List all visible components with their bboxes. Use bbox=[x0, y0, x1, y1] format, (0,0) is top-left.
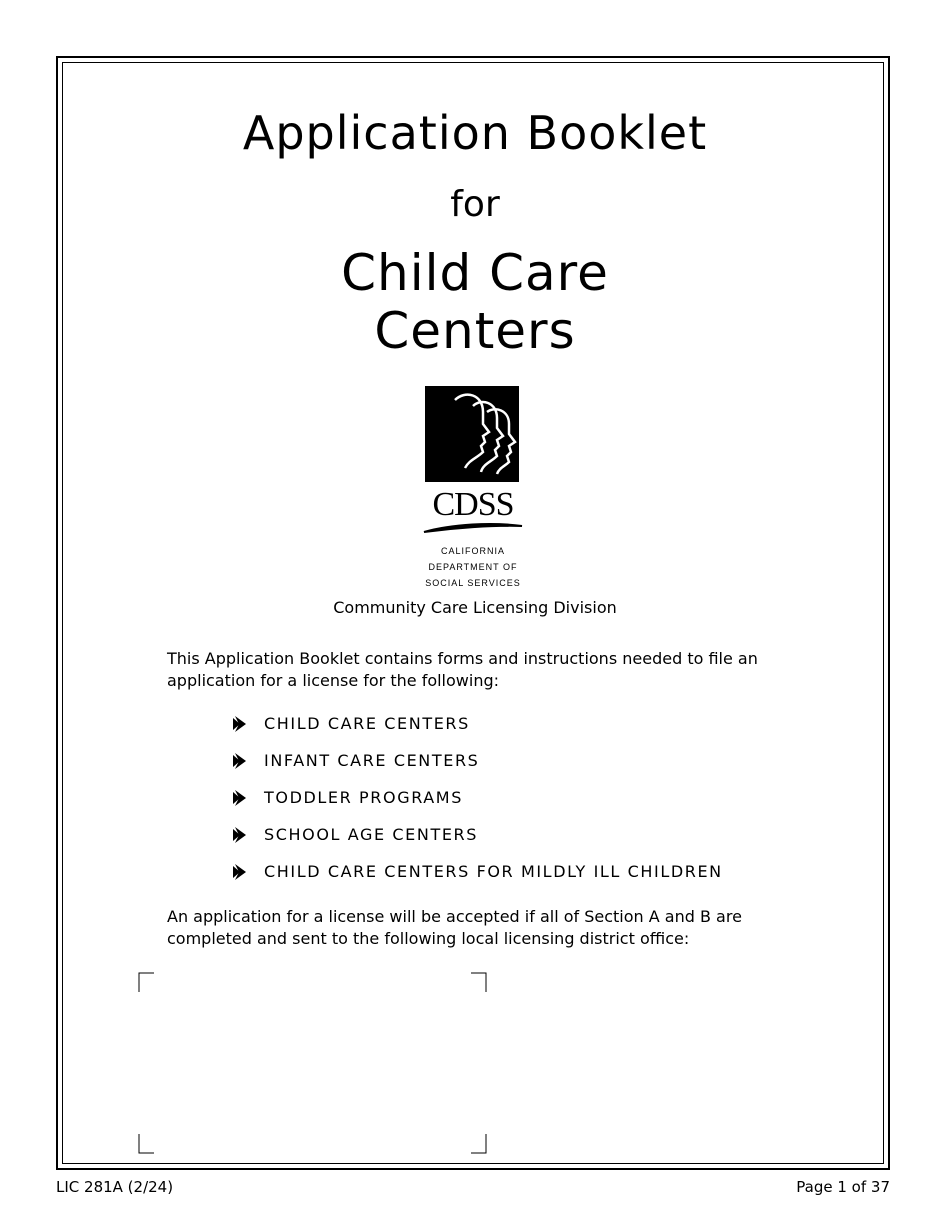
division-name: Community Care Licensing Division bbox=[333, 598, 617, 617]
bullet-arrow-icon bbox=[232, 752, 248, 770]
list-item bbox=[232, 823, 723, 860]
intro-paragraph: This Application Booklet contains forms and instructions needed to file an application for a license for the following: bbox=[167, 649, 758, 690]
title-for: for bbox=[450, 184, 500, 225]
title-application-booklet: Application Booklet bbox=[242, 106, 708, 160]
logo-line-california: CALIFORNIA bbox=[440, 546, 505, 556]
bullet-arrow-icon bbox=[232, 826, 248, 844]
profiles-icon bbox=[425, 386, 519, 482]
logo-acronym: CDSS bbox=[432, 486, 514, 523]
program-label: SCHOOL AGE CENTERS bbox=[264, 825, 479, 844]
bullet-arrow-icon bbox=[232, 863, 248, 881]
list-item bbox=[232, 712, 723, 749]
title-child-care-centers bbox=[0, 244, 950, 360]
bullet-arrow-icon bbox=[232, 715, 248, 733]
title-child-care: Child Care bbox=[341, 244, 609, 302]
page-number: Page 1 of 37 bbox=[796, 1178, 890, 1196]
address-corner-bottom-right bbox=[471, 1134, 487, 1154]
program-list bbox=[232, 712, 723, 897]
cdss-logo bbox=[418, 386, 528, 592]
address-corner-top-right bbox=[471, 972, 487, 992]
title-centers: Centers bbox=[374, 302, 576, 360]
list-item bbox=[232, 786, 723, 823]
program-label: CHILD CARE CENTERS FOR MILDLY ILL CHILDREN bbox=[264, 862, 723, 881]
program-label: INFANT CARE CENTERS bbox=[264, 751, 480, 770]
address-corner-top-left bbox=[138, 972, 154, 992]
logo-swoosh-icon bbox=[422, 520, 524, 534]
program-label: TODDLER PROGRAMS bbox=[264, 788, 463, 807]
program-label: CHILD CARE CENTERS bbox=[264, 714, 470, 733]
list-item bbox=[232, 860, 723, 897]
bullet-arrow-icon bbox=[232, 789, 248, 807]
acceptance-paragraph: An application for a license will be accepted if all of Section A and B are completed and sent to the following local licensing district office: bbox=[167, 907, 742, 948]
form-number: LIC 281A (2/24) bbox=[56, 1178, 174, 1196]
address-corner-bottom-left bbox=[138, 1134, 154, 1154]
logo-line-department: DEPARTMENT OF bbox=[428, 562, 518, 572]
logo-line-social-services: SOCIAL SERVICES bbox=[425, 578, 521, 588]
list-item bbox=[232, 749, 723, 786]
